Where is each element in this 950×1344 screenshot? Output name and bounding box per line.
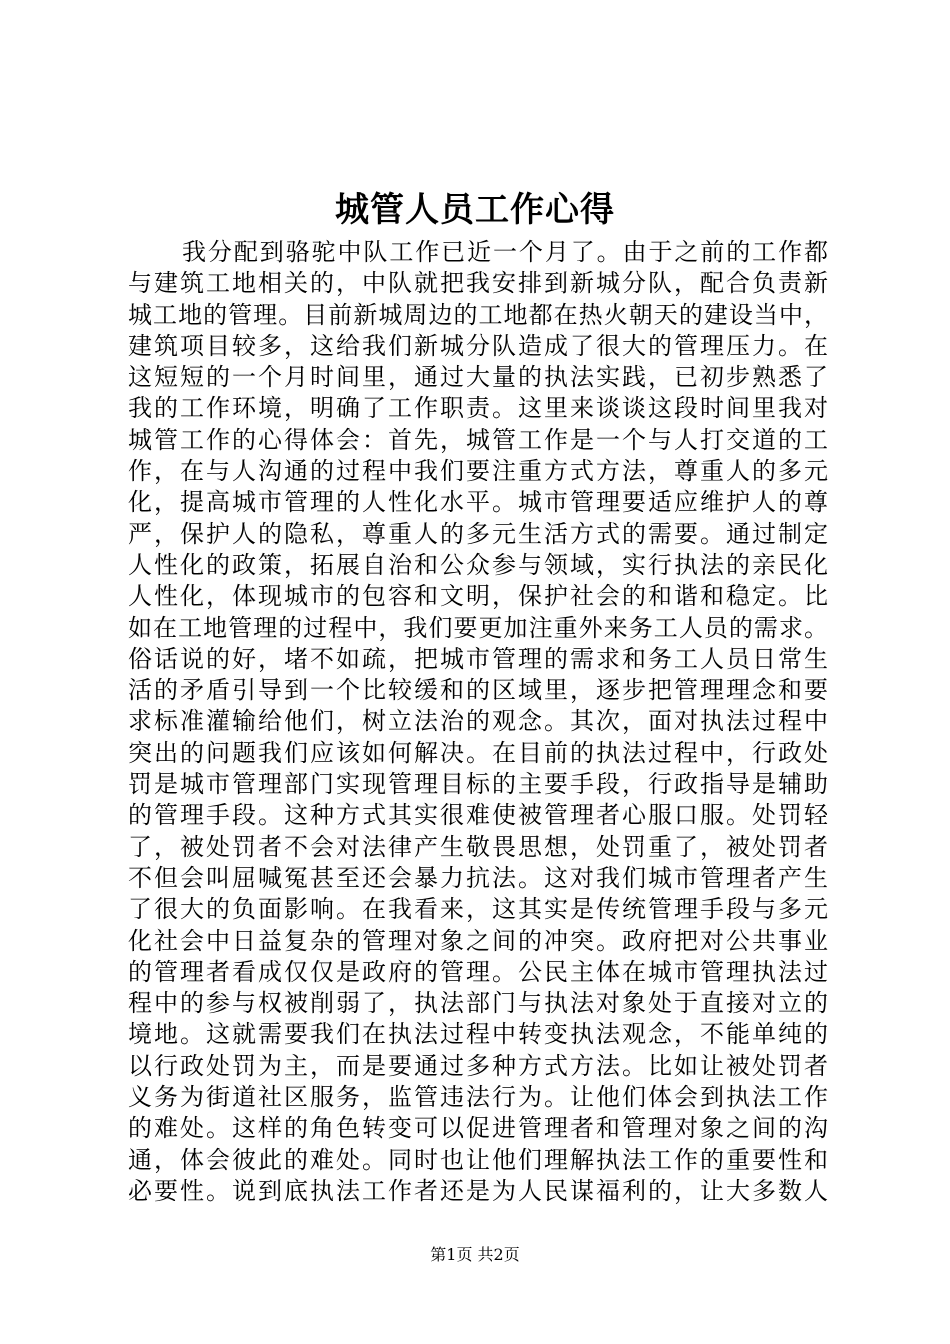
body-line: 与建筑工地相关的，中队就把我安排到新城分队，配合负责新	[128, 269, 828, 298]
body-line: 了很大的负面影响。在我看来，这其实是传统管理手段与多元	[128, 895, 828, 924]
document-body	[128, 237, 828, 1207]
body-line: 化社会中日益复杂的管理对象之间的冲突。政府把对公共事业	[128, 926, 828, 955]
body-line: 通，体会彼此的难处。同时也让他们理解执法工作的重要性和	[128, 1145, 828, 1174]
body-line: 以行政处罚为主，而是要通过多种方式方法。比如让被处罚者	[128, 1051, 828, 1080]
body-line: 严，保护人的隐私，尊重人的多元生活方式的需要。通过制定	[128, 519, 828, 548]
body-line: 这短短的一个月时间里，通过大量的执法实践，已初步熟悉了	[128, 363, 828, 392]
body-line: 我的工作环境，明确了工作职责。这里来谈谈这段时间里我对	[128, 394, 828, 423]
body-line: 不但会叫屈喊冤甚至还会暴力抗法。这对我们城市管理者产生	[128, 863, 828, 892]
body-line: 人性化的政策，拓展自治和公众参与领域，实行执法的亲民化	[128, 550, 828, 579]
body-line: 罚是城市管理部门实现管理目标的主要手段，行政指导是辅助	[128, 770, 828, 799]
document-title: 城管人员工作心得	[335, 190, 615, 230]
body-line: 的难处。这样的角色转变可以促进管理者和管理对象之间的沟	[128, 1114, 828, 1143]
body-line: 我分配到骆驼中队工作已近一个月了。由于之前的工作都	[182, 238, 828, 266]
body-line: 作，在与人沟通的过程中我们要注重方式方法，尊重人的多元	[128, 457, 828, 486]
body-line: 活的矛盾引导到一个比较缓和的区域里，逐步把管理理念和要	[128, 676, 828, 705]
body-line: 建筑项目较多，这给我们新城分队造成了很大的管理压力。在	[128, 331, 828, 360]
body-line: 境地。这就需要我们在执法过程中转变执法观念，不能单纯的	[128, 1020, 828, 1049]
page-footer: 第1页 共2页	[430, 1245, 520, 1264]
body-line: 求标准灌输给他们，树立法治的观念。其次，面对执法过程中	[128, 707, 828, 736]
body-line: 的管理者看成仅仅是政府的管理。公民主体在城市管理执法过	[128, 957, 828, 986]
body-line: 必要性。说到底执法工作者还是为人民谋福利的，让大多数人	[128, 1176, 828, 1205]
body-line: 如在工地管理的过程中，我们要更加注重外来务工人员的需求。	[128, 613, 828, 642]
body-line: 的管理手段。这种方式其实很难使被管理者心服口服。处罚轻	[128, 801, 828, 830]
body-line: 城工地的管理。目前新城周边的工地都在热火朝天的建设当中，	[128, 300, 828, 329]
body-line: 化，提高城市管理的人性化水平。城市管理要适应维护人的尊	[128, 488, 828, 517]
body-line: 城管工作的心得体会：首先，城管工作是一个与人打交道的工	[128, 425, 828, 454]
body-line: 程中的参与权被削弱了，执法部门与执法对象处于直接对立的	[128, 989, 828, 1018]
body-line: 义务为街道社区服务，监管违法行为。让他们体会到执法工作	[128, 1083, 828, 1112]
body-line: 突出的问题我们应该如何解决。在目前的执法过程中，行政处	[128, 738, 828, 767]
body-line: 了，被处罚者不会对法律产生敬畏思想，处罚重了，被处罚者	[128, 832, 828, 861]
body-line: 人性化，体现城市的包容和文明，保护社会的和谐和稳定。比	[128, 582, 828, 611]
body-line: 俗话说的好，堵不如疏，把城市管理的需求和务工人员日常生	[128, 644, 828, 673]
